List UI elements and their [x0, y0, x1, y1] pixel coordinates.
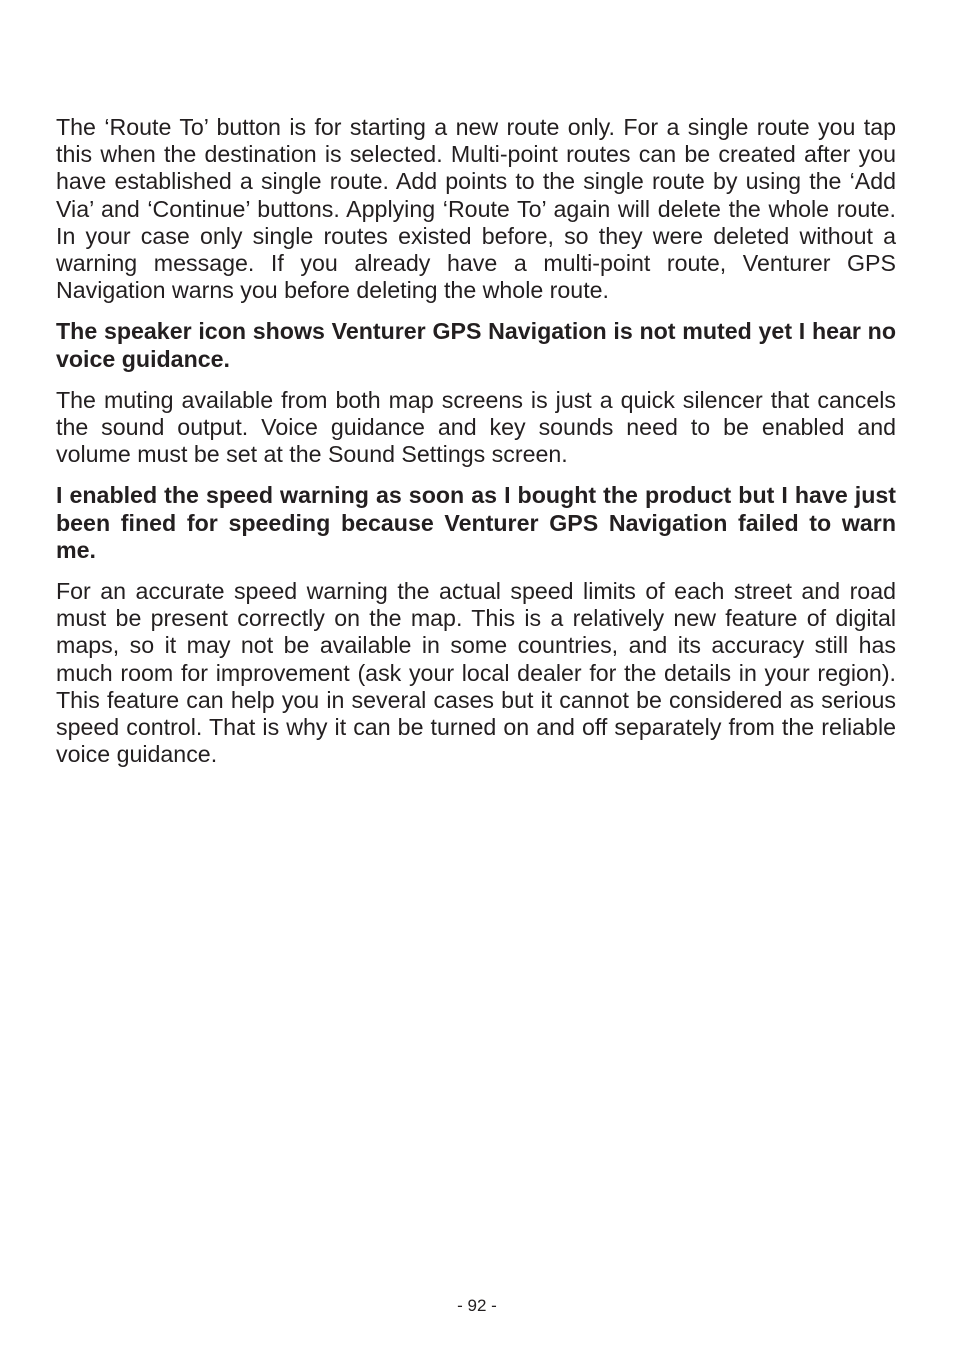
speed-answer-paragraph: For an accurate speed warning the actual speed limits of each street and road must be present correctly on the map. This is a relatively new feature of digital maps, so it may not be available in some countries, and its accuracy still has much room for improvement (ask your local dealer for the details in your region). This feature can help you in several cases but it cannot be considered as serious speed control. That is why it can be turned on and off separately from the reliable voice guidance.: [56, 578, 896, 768]
speed-question-heading: I enabled the speed warning as soon as I bought the product but I have just been fined for speeding because Venturer GPS Navigation failed to warn me.: [56, 482, 896, 563]
speaker-question-heading: The speaker icon shows Venturer GPS Navigation is not muted yet I hear no voice guidance.: [56, 318, 896, 372]
route-to-paragraph: The ‘Route To’ button is for starting a new route only. For a single route you tap this when the destination is selected. Multi-point routes can be created after you have established a single route. Add points to the single route by using the ‘Add Via’ and ‘Continue’ buttons. Applying ‘Route To’ again will delete the whole route. In your case only single routes existed before, so they were deleted without a warning message. If you already have a multi-point route, Venturer GPS Navigation warns you before deleting the whole route.: [56, 114, 896, 304]
page-number: - 92 -: [457, 1296, 497, 1315]
speaker-answer-paragraph: The muting available from both map screens is just a quick silencer that cancels the sound output. Voice guidance and key sounds need to be enabled and volume must be set at the Sound Settings screen.: [56, 386, 896, 468]
page-content: [56, 114, 896, 782]
